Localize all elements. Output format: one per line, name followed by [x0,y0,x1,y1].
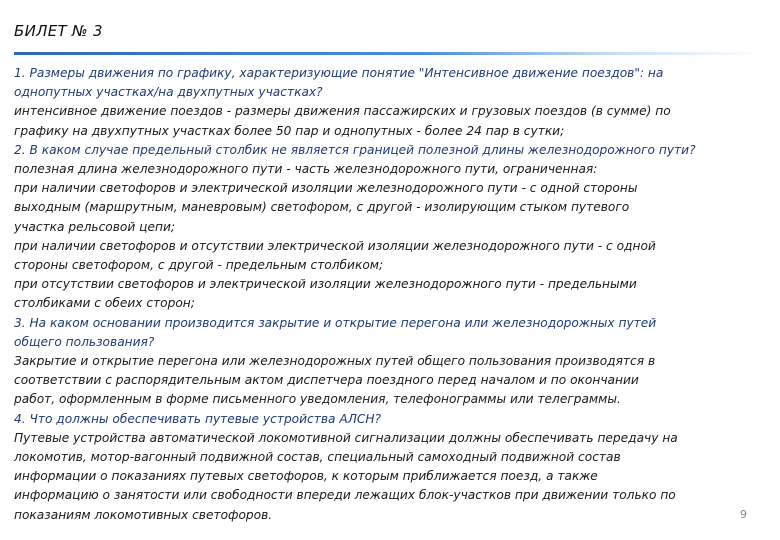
text-line: 2. В каком случае предельный столбик не является границей полезной длины железнодорожного пути? [14,142,696,157]
text-line: общего пользования? [14,334,155,349]
text-line: 3. На каком основании производится закрытие и открытие перегона или железнодорожных путей [14,315,657,330]
text-line: показаниям локомотивных светофоров. [14,507,273,522]
text-line: информации о показаниях путевых светофоров, к которым приближается поезд, а также [14,469,598,484]
text-line: Закрытие и открытие перегона или железнодорожных путей общего пользования производятся в [14,354,656,369]
text-line: графику на двухпутных участках более 50 пар и однопутных - более 24 пар в сутки; [14,123,565,138]
title-underline [14,52,764,55]
text-line: Путевые устройства автоматической локомотивной сигнализации должны обеспечивать передачу на [14,430,678,445]
ticket-content [14,64,772,525]
text-line: локомотив, мотор-вагонный подвижной состав, специальный самоходный подвижной состав [14,450,621,465]
text-line: столбиками с обеих сторон; [14,296,195,311]
ticket-title: БИЛЕТ № 3 [14,22,103,40]
text-line: 4. Что должны обеспечивать путевые устройства АЛСН? [14,411,382,426]
text-line: при наличии светофоров и электрической изоляции железнодорожного пути - с одной стороны [14,181,638,196]
text-line: при наличии светофоров и отсутствии электрической изоляции железнодорожного пути - с одной [14,238,656,253]
text-line: однопутных участках/на двухпутных участках? [14,85,323,100]
page-number: 9 [740,508,747,521]
text-line: информацию о занятости или свободности впереди лежащих блок-участков при движении только по [14,488,676,503]
text-line: интенсивное движение поездов - размеры движения пассажирских и грузовых поездов (в сумме) по [14,104,671,119]
text-line: соответствии с распорядительным актом диспетчера поездного перед началом и по окончании [14,373,639,388]
text-line: стороны светофором, с другой - предельным столбиком; [14,258,384,273]
text-line: 1. Размеры движения по графику, характеризующие понятие "Интенсивное движение поездов": на [14,66,664,80]
text-line: при отсутствии светофоров и электрической изоляции железнодорожного пути - предельными [14,277,637,292]
text-line: работ, оформленным в форме письменного уведомления, телефонограммы или телеграммы. [14,392,621,407]
text-line: участка рельсовой цепи; [14,219,175,234]
text-line: полезная длина железнодорожного пути - часть железнодорожного пути, ограниченная: [14,162,598,177]
text-line: выходным (маршрутным, маневровым) светофором, с другой - изолирующим стыком путевого [14,200,630,215]
